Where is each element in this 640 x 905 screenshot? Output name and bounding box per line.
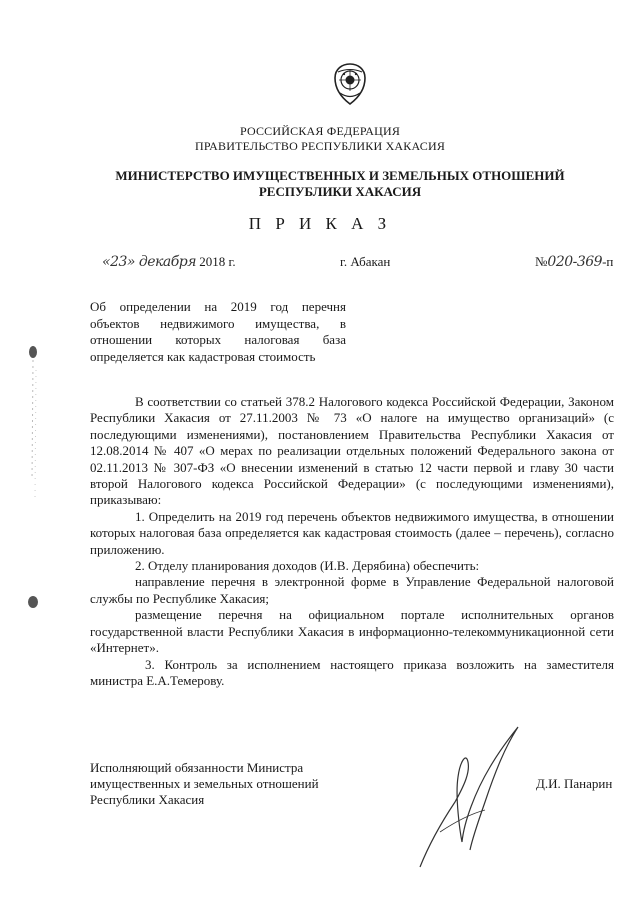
handwritten-signature [400,722,540,872]
document-date [102,254,236,270]
body-intro-paragraph: В соответствии со статьей 378.2 Налогового кодекса Российской Федерации, Законом Республики Хакасия от 27.11.2003 № 73 «О налоге на имущество организаций» (с последующими изменениями), постановлением Правительства Республики Хакасия от 12.08.2014 № 407 «О мерах по реализации отдельных положений Федерального закона от 02.11.2013 № 307-ФЗ «О внесении изменений в статью 12 части первой и главу 30 части второй Налогового кодекса Российской Федерации» (с последующими изменениями), приказываю: [90,394,614,508]
signer-position-line3: Республики Хакасия [90,792,205,807]
body-item-2a: направление перечня в электронной форме в Управление Федеральной налоговой службы по Республике Хакасия; [90,574,614,606]
signer-name: Д.И. Панарин [536,776,613,791]
number-suffix: -п [602,254,614,269]
ministry-name-line2: РЕСПУБЛИКИ ХАКАСИЯ [258,184,422,199]
document-subject: Об определении на 2019 год перечня объектов недвижимого имущества, в отношении которых налоговая база определяется как кадастровая стоимость [90,299,346,364]
number-prefix: № [535,254,548,269]
scan-margin-marks [0,330,60,610]
ministry-name-line1: МИНИСТЕРСТВО ИМУЩЕСТВЕННЫХ И ЗЕМЕЛЬНЫХ ОТНОШЕНИЙ [115,168,565,183]
signer-position [90,760,360,808]
header-government: ПРАВИТЕЛЬСТВО РЕСПУБЛИКИ ХАКАСИЯ [194,139,446,153]
body-item-2b: размещение перечня на официальном портале исполнительных органов государственной власти Республики Хакасия в информационно-телекоммуникационной сети «Интернет». [90,607,614,656]
signer-position-line2: имущественных и земельных отношений [90,776,319,791]
number-handwritten: 020-369 [547,254,603,270]
ministry-name [100,168,580,200]
header-country: РОССИЙСКАЯ ФЕДЕРАЦИЯ [239,124,401,138]
date-year: 2018 г. [199,254,236,269]
document-number [535,254,613,270]
document-city: г. Абакан [340,254,391,269]
body-item-3: 3. Контроль за исполнением настоящего приказа возложить на заместителя министра Е.А.Темерову. [90,656,614,688]
document-type-title: П Р И К А З [248,214,392,233]
coat-of-arms-emblem [330,62,370,106]
date-handwritten: «23» декабря [102,254,197,270]
document-body [90,394,614,689]
signer-position-line1: Исполняющий обязанности Министра [90,760,304,775]
body-item-2: 2. Отделу планирования доходов (И.В. Дерябина) обеспечить: [135,558,480,574]
body-item-1: 1. Определить на 2019 год перечень объектов недвижимого имущества, в отношении которых налоговая база определяется как кадастровая стоимость (далее – перечень), согласно приложению. [90,508,614,557]
